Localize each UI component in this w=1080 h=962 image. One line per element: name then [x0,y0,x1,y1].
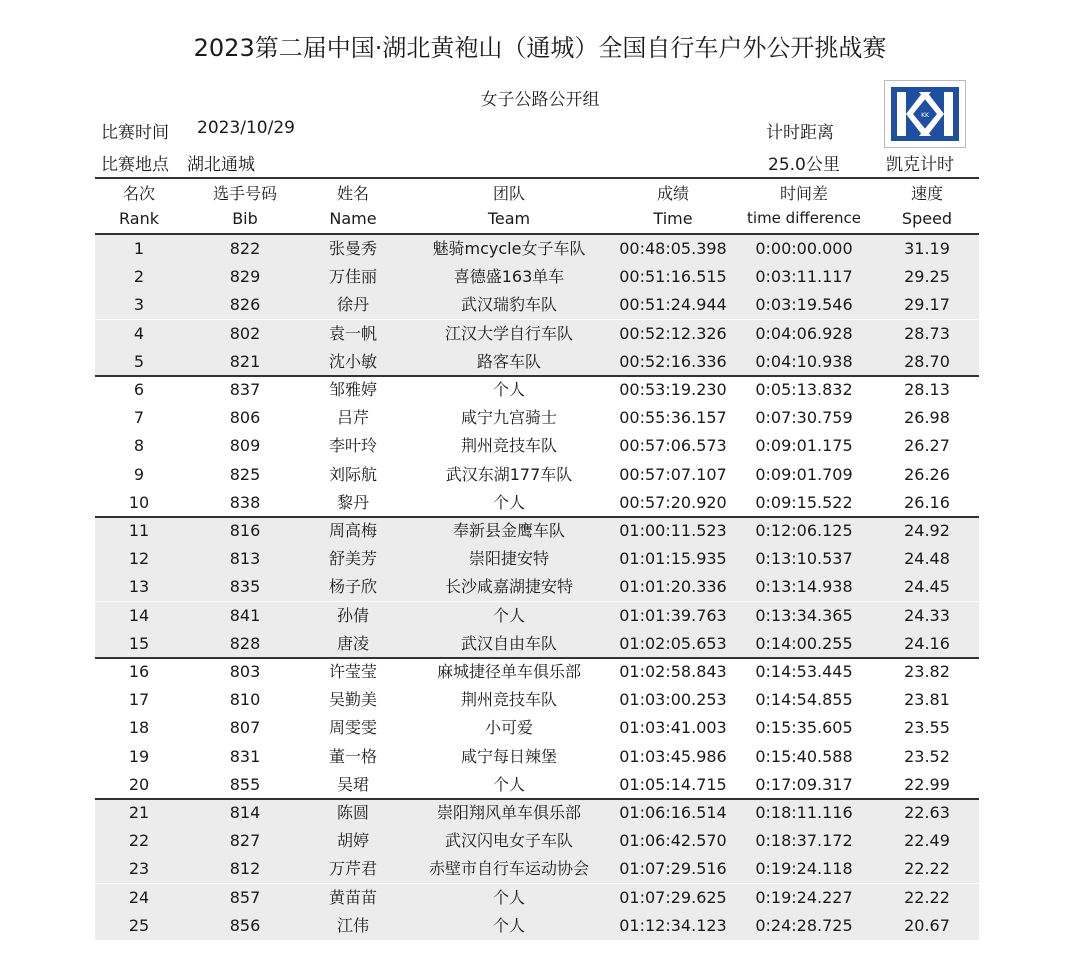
cell-name: 董一格 [328,746,377,766]
col-header-time-diff-cn: 时间差 [779,184,828,203]
cell-bib: 822 [229,239,261,258]
cell-name: 周高梅 [328,521,377,540]
cell-name: 许莹莹 [328,662,377,681]
cell-time-diff: 0:05:13.832 [755,380,853,399]
cell-name: 徐丹 [336,295,369,315]
table-row [95,235,979,263]
cell-team: 武汉瑞豹车队 [460,295,557,315]
cell-name: 张曼秀 [328,239,377,258]
cell-time-diff: 0:09:01.709 [755,464,853,484]
timing-company: 凯克计时 [886,155,954,175]
cell-rank: 7 [133,408,145,428]
cell-team: 武汉东湖177车队 [445,464,573,484]
cell-team: 魅骑mcycle女子车队 [432,239,586,258]
cell-name: 胡婷 [336,831,369,851]
cell-speed: 24.45 [904,577,950,597]
header-top-rule [95,177,979,179]
cell-team: 小可爱 [484,718,533,738]
cell-time: 00:52:16.336 [619,351,727,371]
cell-rank: 18 [128,718,150,738]
page-title: 2023第二届中国·湖北黄袍山（通城）全国自行车户外公开挑战赛 [193,34,887,62]
cell-bib: 821 [229,351,261,371]
col-header-bib-en: Bib [232,209,258,228]
cell-speed: 20.67 [904,915,950,935]
cell-name: 邹雅婷 [328,380,377,399]
cell-speed: 24.48 [904,549,950,569]
logo-text: KK [921,112,929,119]
cell-team: 崇阳翔风单车俱乐部 [436,803,581,822]
cell-time: 01:02:58.843 [619,662,727,681]
cell-bib: 807 [229,718,261,738]
cell-bib: 837 [229,380,261,399]
cell-speed: 26.16 [904,492,950,512]
col-header-team-cn: 团队 [492,184,525,203]
cell-time-diff: 0:09:15.522 [755,492,853,512]
cell-team: 个人 [492,774,525,794]
cell-rank: 24 [128,887,150,907]
cell-time-diff: 0:14:53.445 [755,662,853,681]
cell-rank: 5 [133,351,145,371]
distance-label: 计时距离 [766,123,834,143]
cell-bib: 829 [229,267,261,287]
cell-rank: 23 [128,859,150,879]
table-row [95,884,979,912]
cell-bib: 816 [229,521,261,540]
cell-rank: 16 [128,662,150,681]
table-row [95,743,979,771]
col-header-name-cn: 姓名 [336,184,369,203]
table-row [95,771,979,799]
cell-bib: 826 [229,295,261,315]
cell-name: 吕芹 [336,408,369,428]
table-row [95,489,979,517]
cell-time: 01:03:41.003 [619,718,727,738]
cell-name: 黄苗苗 [328,887,377,907]
cell-rank: 6 [133,380,145,399]
table-row [95,658,979,686]
cell-name: 杨子欣 [328,577,377,597]
race-place-value: 湖北通城 [187,155,255,175]
cell-time-diff: 0:15:35.605 [755,718,853,738]
cell-time: 01:06:42.570 [619,831,727,851]
cell-time: 01:05:14.715 [619,774,727,794]
distance-value: 25.0公里 [768,155,840,175]
cell-time-diff: 0:14:00.255 [755,633,853,653]
cell-time-diff: 0:13:14.938 [755,577,853,597]
cell-bib: 809 [229,436,261,456]
table-row [95,461,979,489]
cell-speed: 31.19 [904,239,950,258]
cell-speed: 22.49 [904,831,950,851]
cell-bib: 841 [229,605,261,625]
cell-speed: 23.55 [904,718,950,738]
cell-rank: 17 [128,690,150,710]
cell-time: 00:52:12.326 [619,323,727,343]
cell-speed: 22.63 [904,803,950,822]
col-header-name-en: Name [329,209,377,228]
cell-team: 个人 [492,887,525,907]
race-date-value: 2023/10/29 [197,118,295,138]
cell-speed: 29.25 [904,267,950,287]
cell-time-diff: 0:03:11.117 [755,267,853,287]
race-place-label: 比赛地点 [101,155,169,175]
cell-time: 01:01:15.935 [619,549,727,569]
cell-time: 01:06:16.514 [619,803,727,822]
table-row [95,573,979,601]
cell-team: 奉新县金鹰车队 [452,521,565,540]
cell-speed: 23.81 [904,690,950,710]
table-row [95,432,979,460]
cell-time-diff: 0:18:37.172 [755,831,853,851]
cell-time-diff: 0:13:10.537 [755,549,853,569]
col-header-speed-cn: 速度 [910,184,943,203]
cell-time-diff: 0:07:30.759 [755,408,853,428]
category-title: 女子公路公开组 [480,90,600,110]
cell-speed: 22.22 [904,887,950,907]
cell-team: 崇阳捷安特 [468,549,549,569]
col-header-rank-cn: 名次 [122,184,155,203]
cell-time-diff: 0:15:40.588 [755,746,853,766]
cell-speed: 28.73 [904,323,950,343]
cell-team: 个人 [492,492,525,512]
cell-bib: 855 [229,774,261,794]
cell-rank: 15 [128,633,150,653]
cell-name: 舒美芳 [328,549,377,569]
cell-bib: 825 [229,464,261,484]
cell-rank: 9 [133,464,145,484]
cell-time-diff: 0:19:24.227 [755,887,853,907]
cell-time-diff: 0:18:11.116 [755,803,853,822]
cell-name: 唐凌 [336,633,369,653]
cell-team: 个人 [492,380,525,399]
cell-name: 沈小敏 [328,351,377,371]
cell-bib: 813 [229,549,261,569]
cell-bib: 857 [229,887,261,907]
race-date-label: 比赛时间 [101,123,169,143]
cell-time-diff: 0:12:06.125 [755,521,853,540]
cell-rank: 1 [133,239,145,258]
cell-time-diff: 0:24:28.725 [755,915,853,935]
cell-team: 个人 [492,605,525,625]
cell-rank: 8 [133,436,145,456]
cell-name: 万芹君 [328,859,377,879]
cell-rank: 13 [128,577,150,597]
table-row [95,263,979,291]
cell-name: 江伟 [336,915,369,935]
cell-team: 武汉闪电女子车队 [444,831,573,851]
group-divider [95,798,979,800]
cell-rank: 20 [128,774,150,794]
cell-team: 咸宁每日辣堡 [460,746,557,766]
cell-team: 个人 [492,915,525,935]
cell-time-diff: 0:04:10.938 [755,351,853,371]
cell-time: 01:03:00.253 [619,690,727,710]
cell-rank: 25 [128,915,150,935]
cell-speed: 22.22 [904,859,950,879]
col-header-time-en: Time [653,209,693,228]
cell-speed: 26.26 [904,464,950,484]
cell-rank: 2 [133,267,145,287]
cell-speed: 26.27 [904,436,950,456]
cell-bib: 831 [229,746,261,766]
cell-speed: 24.33 [904,605,950,625]
table-row [95,320,979,348]
cell-time: 00:51:16.515 [619,267,727,287]
cell-rank: 11 [128,521,150,540]
cell-time-diff: 0:13:34.365 [755,605,853,625]
cell-bib: 838 [229,492,261,512]
cell-time: 01:01:39.763 [619,605,727,625]
col-header-time-cn: 成绩 [656,184,689,203]
cell-team: 咸宁九宫骑士 [460,408,557,428]
table-row [95,630,979,658]
cell-time-diff: 0:19:24.118 [755,859,853,879]
cell-speed: 26.98 [904,408,950,428]
table-row [95,714,979,742]
cell-time: 01:03:45.986 [619,746,727,766]
cell-bib: 828 [229,633,261,653]
table-row [95,545,979,573]
kk-logo [884,80,966,148]
cell-time-diff: 0:03:19.546 [755,295,853,315]
cell-time: 01:01:20.336 [619,577,727,597]
cell-time-diff: 0:04:06.928 [755,323,853,343]
cell-rank: 22 [128,831,150,851]
cell-name: 孙倩 [336,605,369,625]
table-row [95,855,979,883]
group-divider [95,375,979,377]
col-header-speed-en: Speed [901,209,953,228]
cell-time: 01:07:29.516 [619,859,727,879]
cell-time: 01:00:11.523 [619,521,727,540]
cell-bib: 806 [229,408,261,428]
cell-time: 00:55:36.157 [619,408,727,428]
table-row [95,291,979,319]
cell-bib: 812 [229,859,261,879]
cell-bib: 827 [229,831,261,851]
cell-name: 刘际航 [328,464,377,484]
cell-name: 吴勤美 [328,690,377,710]
cell-time: 00:57:06.573 [619,436,727,456]
cell-bib: 802 [229,323,261,343]
cell-team: 荆州竞技车队 [460,436,557,456]
cell-speed: 28.13 [904,380,950,399]
table-row [95,376,979,404]
cell-speed: 23.52 [904,746,950,766]
cell-speed: 24.92 [904,521,950,540]
cell-team: 荆州竞技车队 [460,690,557,710]
cell-time-diff: 0:14:54.855 [755,690,853,710]
cell-team: 赤壁市自行车运动协会 [428,859,589,879]
cell-speed: 23.82 [904,662,950,681]
cell-name: 陈圆 [336,803,369,822]
group-divider [95,516,979,518]
cell-name: 李叶玲 [328,436,377,456]
cell-time-diff: 0:17:09.317 [755,774,853,794]
cell-time: 00:48:05.398 [619,239,727,258]
table-row [95,517,979,545]
cell-team: 长沙咸嘉湖捷安特 [444,577,573,597]
cell-rank: 4 [133,323,145,343]
table-row [95,827,979,855]
cell-team: 路客车队 [476,351,541,371]
table-row [95,602,979,630]
cell-speed: 28.70 [904,351,950,371]
cell-team: 麻城捷径单车俱乐部 [436,662,581,681]
cell-bib: 803 [229,662,261,681]
cell-name: 黎丹 [336,492,369,512]
cell-team: 江汉大学自行车队 [444,323,573,343]
table-row [95,404,979,432]
cell-speed: 24.16 [904,633,950,653]
col-header-time-diff-en: time difference [747,209,861,227]
col-header-bib-cn: 选手号码 [212,184,277,203]
table-row [95,799,979,827]
cell-time: 01:07:29.625 [619,887,727,907]
cell-time-diff: 0:00:00.000 [755,239,853,258]
cell-rank: 21 [128,803,150,822]
kk-logo-icon [885,81,965,147]
table-row [95,348,979,376]
cell-time: 00:57:07.107 [619,464,727,484]
cell-time: 01:02:05.653 [619,633,727,653]
cell-name: 周雯雯 [328,718,377,738]
cell-team: 武汉自由车队 [460,633,557,653]
table-row [95,912,979,940]
cell-bib: 810 [229,690,261,710]
cell-name: 袁一帆 [328,323,377,343]
cell-time: 00:57:20.920 [619,492,727,512]
group-divider [95,657,979,659]
cell-speed: 29.17 [904,295,950,315]
cell-rank: 10 [128,492,150,512]
cell-time: 01:12:34.123 [619,915,727,935]
cell-time: 00:53:19.230 [619,380,727,399]
cell-rank: 14 [128,605,150,625]
cell-bib: 835 [229,577,261,597]
col-header-rank-en: Rank [119,209,159,228]
cell-time: 00:51:24.944 [619,295,727,315]
cell-bib: 856 [229,915,261,935]
cell-rank: 3 [133,295,145,315]
cell-rank: 12 [128,549,150,569]
cell-speed: 22.99 [904,774,950,794]
cell-time-diff: 0:09:01.175 [755,436,853,456]
cell-name: 吴珺 [336,774,369,794]
col-header-team-en: Team [487,209,531,228]
cell-team: 喜德盛163单车 [453,267,565,287]
cell-name: 万佳丽 [328,267,377,287]
cell-bib: 814 [229,803,261,822]
table-row [95,686,979,714]
cell-rank: 19 [128,746,150,766]
